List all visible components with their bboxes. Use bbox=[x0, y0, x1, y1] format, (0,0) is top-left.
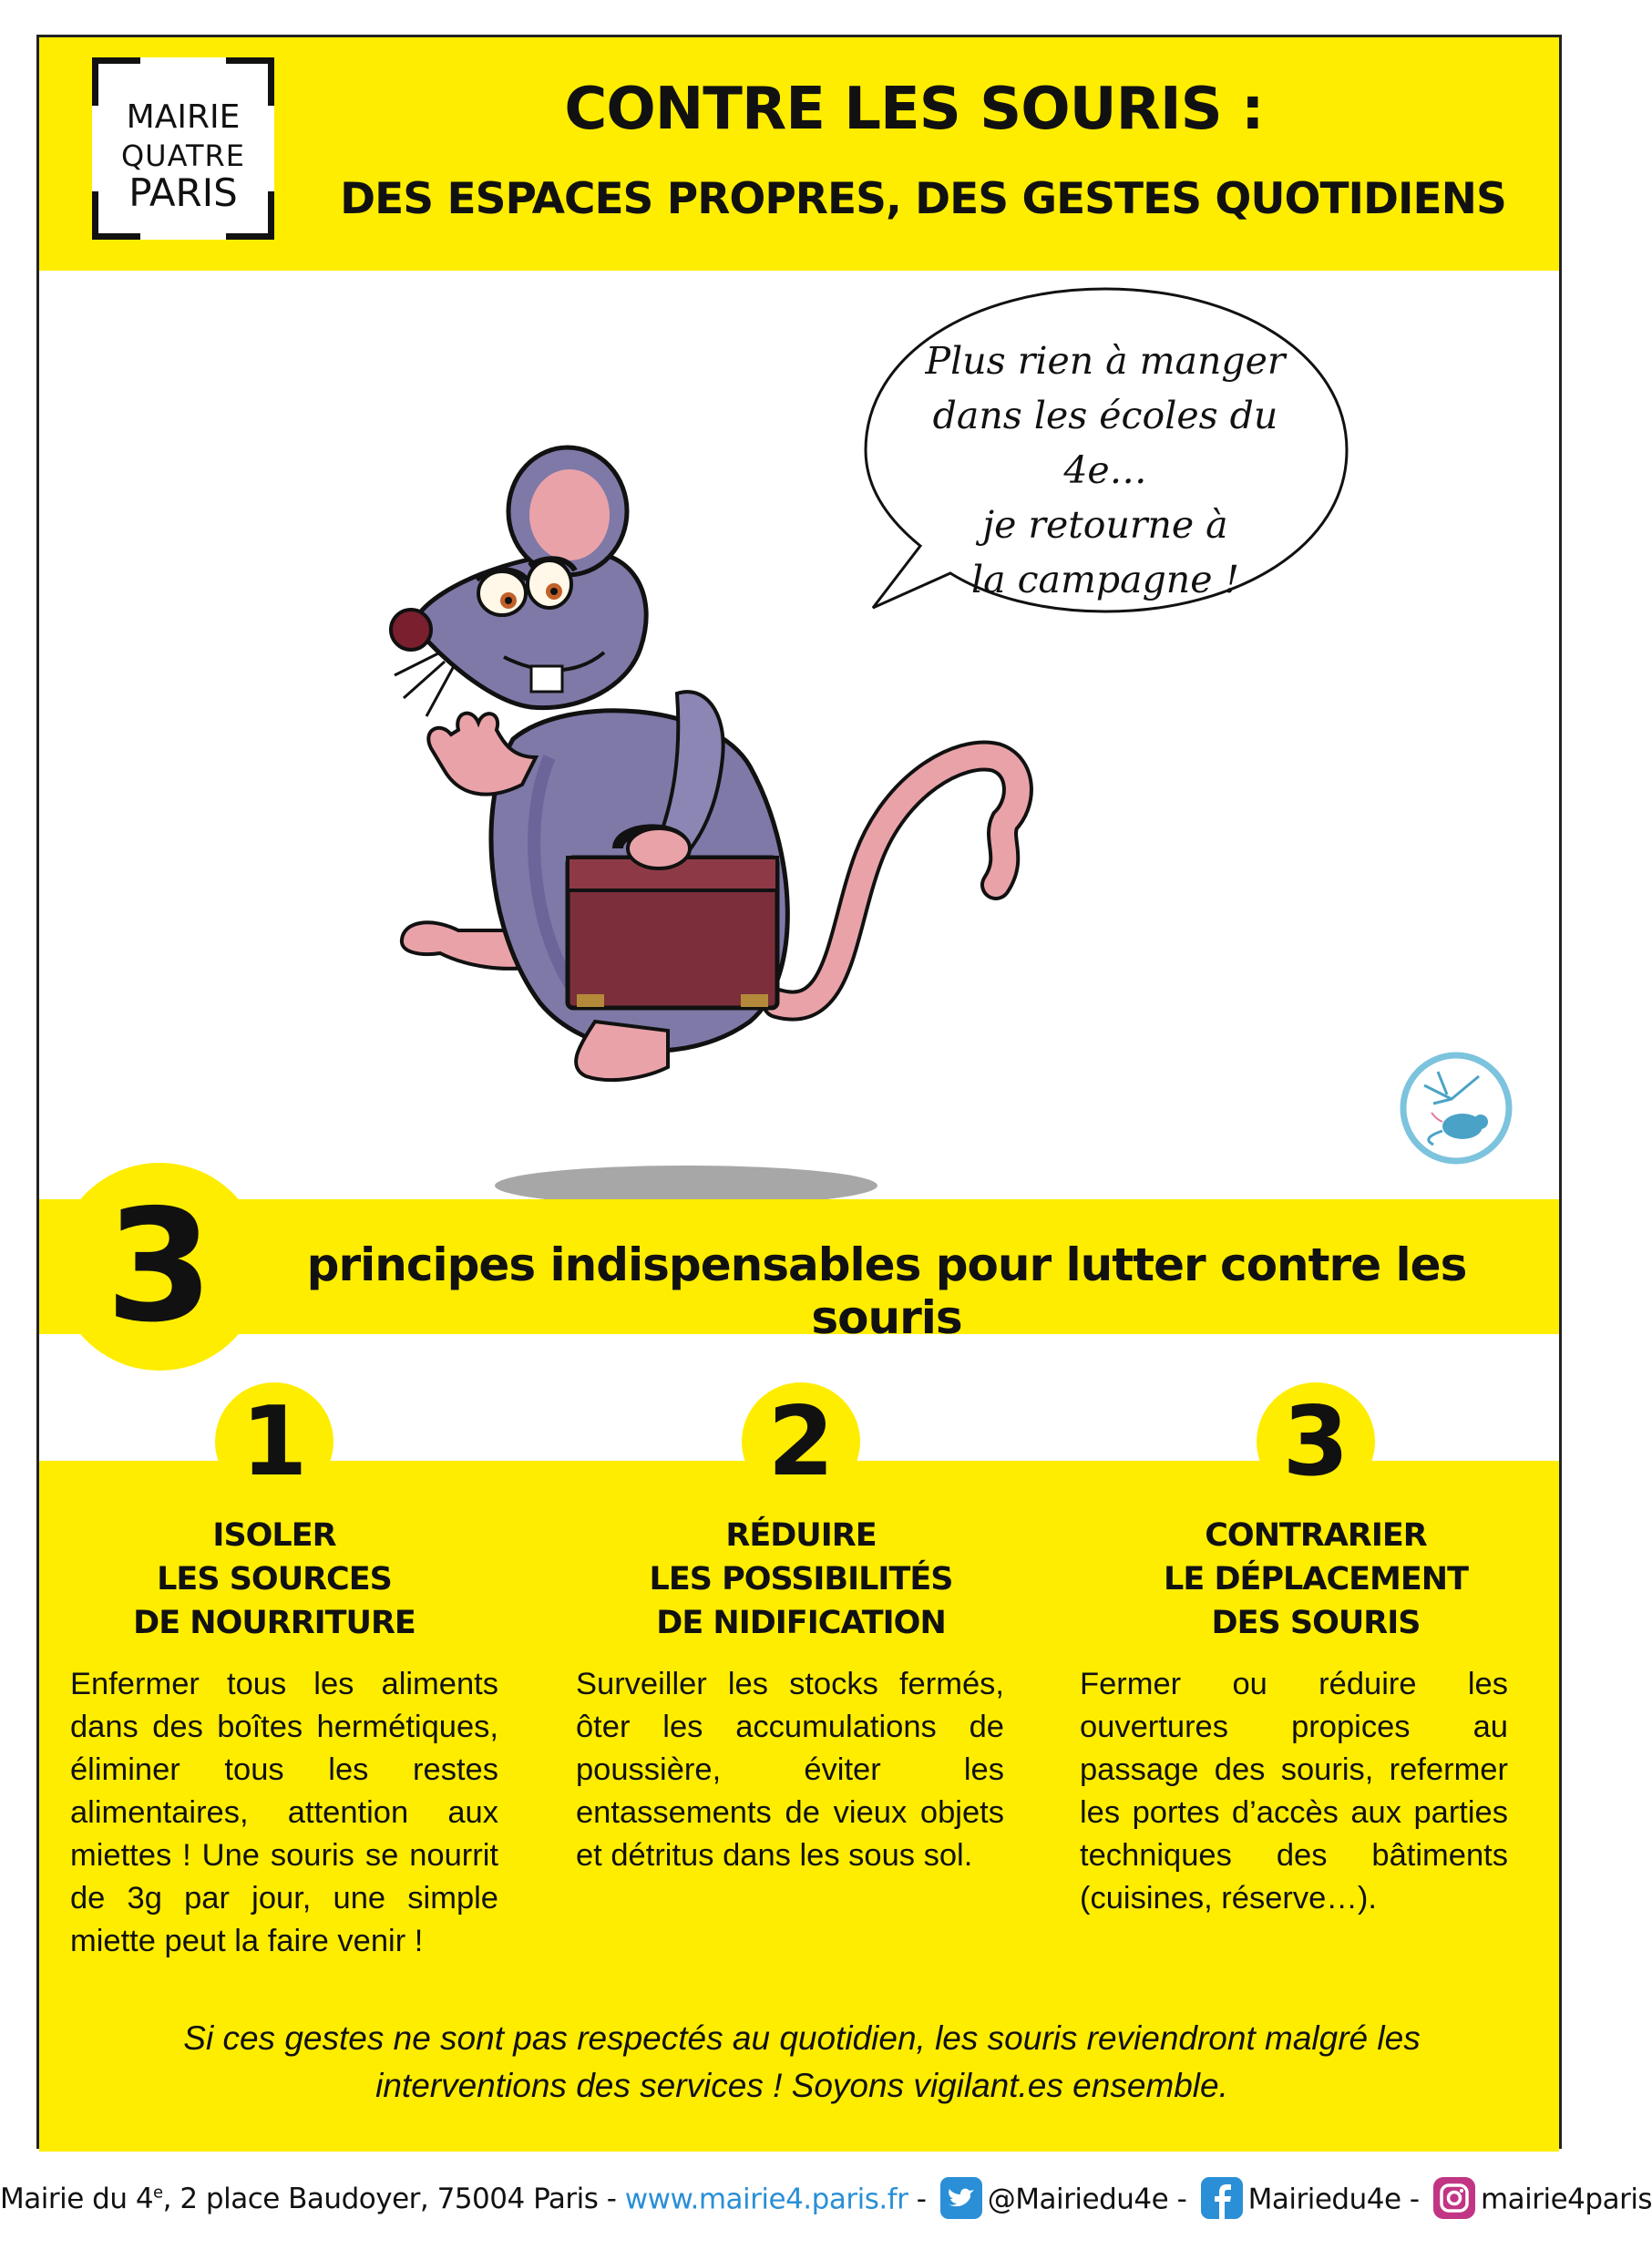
twitter-handle[interactable]: @Mairiedu4e bbox=[987, 2183, 1169, 2216]
separator: - bbox=[1409, 2183, 1420, 2216]
title-line: DE NIDIFICATION bbox=[656, 1605, 946, 1641]
poster-frame bbox=[36, 35, 1562, 2149]
title-line: LES POSSIBILITÉS bbox=[649, 1561, 953, 1597]
title-line: LE DÉPLACEMENT bbox=[1164, 1561, 1468, 1597]
page-subtitle: DES ESPACES PROPRES, DES GESTES QUOTIDIENS bbox=[340, 174, 1506, 224]
bubble-line: je retourne à bbox=[982, 503, 1228, 547]
principle-title-1 bbox=[60, 1514, 488, 1645]
mouse-eye bbox=[478, 571, 526, 615]
bubble-line: la campagne ! bbox=[971, 558, 1239, 601]
mouse-front-foot bbox=[576, 1022, 668, 1080]
twitter-icon[interactable] bbox=[940, 2177, 982, 2219]
principles-heading: principes indispensables pour lutter contre les souris bbox=[306, 1238, 1467, 1344]
big-number: 3 bbox=[56, 1163, 263, 1371]
separator: - bbox=[916, 2183, 927, 2216]
title-line: LES SOURCES bbox=[157, 1561, 392, 1597]
principle-number-2: 2 bbox=[742, 1382, 860, 1501]
note-line: interventions des services ! Soyons vigilant.es ensemble. bbox=[375, 2067, 1228, 2104]
principle-number-1: 1 bbox=[215, 1382, 333, 1501]
website-link[interactable]: www.mairie4.paris.fr bbox=[624, 2183, 908, 2216]
title-line: ISOLER bbox=[212, 1517, 336, 1554]
mouse-teeth bbox=[531, 666, 562, 692]
vigilance-note bbox=[76, 2015, 1528, 2110]
bubble-line: dans les écoles du 4e… bbox=[932, 394, 1278, 492]
page-title: CONTRE LES SOURIS : bbox=[564, 76, 1264, 143]
principle-body-2: Surveiller les stocks fermés, ôter les accumulations de poussière, éviter les entassements de vieux objets et détritus dans les sous sol. bbox=[576, 1667, 1004, 1873]
footer bbox=[0, 2162, 1652, 2225]
address-start: Mairie du 4 bbox=[0, 2183, 154, 2216]
title-line: DES SOURIS bbox=[1211, 1605, 1421, 1641]
principle-body-1: Enfermer tous les aliments dans des boîtes hermétiques, éliminer tous les restes alimentaires, attention aux miettes ! Une souris se nourrit de 3g par jour, une simple miette peut la faire venir ! bbox=[70, 1667, 498, 1958]
instagram-handle[interactable]: mairie4paris bbox=[1480, 2183, 1652, 2216]
note-line: Si ces gestes ne sont pas respectés au quotidien, les souris reviendront malgré les bbox=[183, 2019, 1421, 2057]
logo-line-3: PARIS bbox=[128, 170, 238, 215]
title-line: RÉDUIRE bbox=[725, 1517, 877, 1554]
facebook-icon[interactable] bbox=[1201, 2177, 1243, 2219]
address-end: , 2 place Baudoyer, 75004 Paris - bbox=[162, 2183, 617, 2216]
principle-title-2 bbox=[587, 1514, 1015, 1645]
mouse-nose bbox=[391, 610, 431, 650]
footer-address bbox=[0, 2183, 616, 2215]
bubble-line: Plus rien à manger bbox=[925, 339, 1286, 383]
logo-line-2: QUATRE bbox=[120, 139, 245, 173]
mairie-logo bbox=[92, 57, 274, 240]
mouse-illustration bbox=[367, 457, 1060, 1231]
principle-title-3 bbox=[1102, 1514, 1530, 1645]
facebook-handle[interactable]: Mairiedu4e bbox=[1247, 2183, 1401, 2216]
title-line: CONTRARIER bbox=[1205, 1517, 1427, 1554]
principle-body-3: Fermer ou réduire les ouvertures propices au passage des souris, refermer les portes d’accès aux parties techniques des bâtiments (cuisines, réserve…). bbox=[1080, 1667, 1508, 1916]
mouse-eye bbox=[528, 560, 571, 608]
mouse-waving-arm bbox=[428, 714, 536, 795]
principle-number-3: 3 bbox=[1257, 1382, 1375, 1501]
separator: - bbox=[1176, 2183, 1187, 2216]
instagram-icon[interactable] bbox=[1433, 2177, 1475, 2219]
address-superscript: e bbox=[153, 2183, 163, 2203]
mosquito-mouse-badge bbox=[1397, 1049, 1515, 1167]
logo-line-1: MAIRIE bbox=[126, 98, 241, 136]
title-line: DE NOURRITURE bbox=[133, 1605, 416, 1641]
